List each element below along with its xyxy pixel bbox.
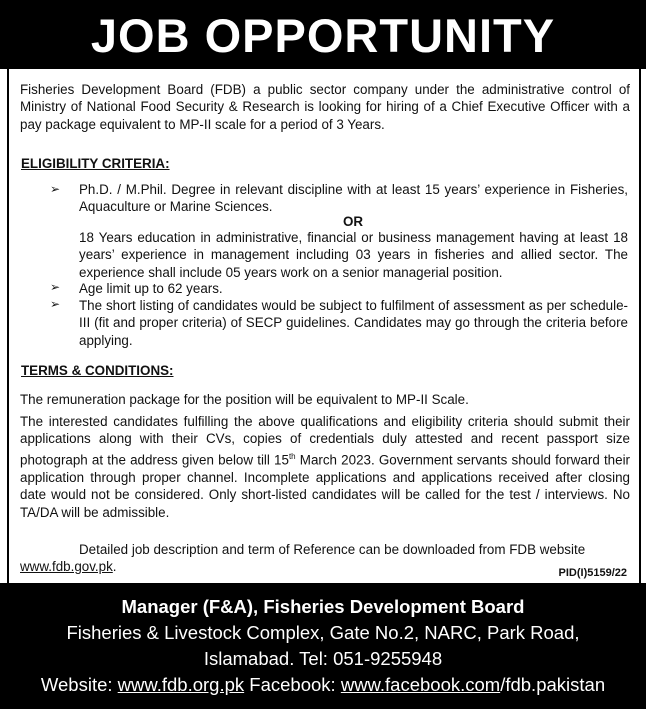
intro-paragraph: Fisheries Development Board (FDB) a public sector company under the administrative control of Ministry of National Food Security & Research is looking for hiring of a Chief Executive Officer with a pay package equivalent to MP-II scale for a period of 3 Years. bbox=[20, 82, 630, 132]
facebook-label: Facebook: bbox=[244, 674, 341, 695]
date-ordinal-suffix: th bbox=[288, 451, 296, 461]
facebook-link[interactable]: www.facebook.com bbox=[340, 674, 501, 695]
link-period: . bbox=[112, 559, 117, 574]
terms-remuneration: The remuneration package for the position will be equivalent to MP-II Scale. bbox=[20, 392, 469, 407]
or-separator: OR bbox=[343, 214, 364, 229]
contact-manager: Manager (F&A), Fisheries Development Board bbox=[121, 596, 525, 617]
arrow-bullet-icon: ➢ bbox=[50, 182, 61, 196]
title-banner bbox=[0, 0, 646, 69]
eligibility-heading: ELIGIBILITY CRITERIA: bbox=[21, 156, 170, 171]
page-title: JOB OPPORTUNITY bbox=[90, 9, 556, 62]
criteria-item-shortlisting: The short listing of candidates would be subject to fulfilment of assessment as per schedule- III (fit and proper criteria) of SECP guidelines. Candidates may go through the criteria before applying. bbox=[79, 298, 628, 348]
website-label: Website: bbox=[40, 674, 118, 695]
pid-number: PID(I)5159/22 bbox=[558, 567, 627, 579]
criteria-item-degree: Ph.D. / M.Phil. Degree in relevant discipline with at least 15 years’ experience in Fisheries, Aquaculture or Marine Sciences. bbox=[79, 182, 628, 215]
terms-application-text-cont: March 2023. Government servants should forward their application through proper channel. Incomplete applications and applications received after closing date would not be considered. Only short-listed candidates will be called for the test / interviews. No TA/DA will be admissible. bbox=[20, 452, 631, 520]
terms-heading: TERMS & CONDITIONS: bbox=[21, 363, 174, 378]
contact-city-phone: Islamabad. Tel: 051-9255948 bbox=[203, 648, 443, 669]
contact-footer bbox=[0, 583, 646, 709]
contact-address: Fisheries & Livestock Complex, Gate No.2, NARC, Park Road, bbox=[66, 622, 580, 643]
contact-web-line bbox=[0, 674, 646, 696]
terms-application-text: The interested candidates fulfilling the above qualifications and eligibility criteria should submit their applications along with their CVs, copies of credentials duly attested and recent passport size photograph at the address given below till 15 bbox=[20, 414, 630, 468]
arrow-bullet-icon: ➢ bbox=[50, 280, 61, 294]
arrow-bullet-icon: ➢ bbox=[50, 297, 61, 311]
website-link[interactable]: www.fdb.org.pk bbox=[117, 674, 245, 695]
facebook-path: /fdb.pakistan bbox=[500, 674, 606, 695]
terms-download-note: Detailed job description and term of Reference can be downloaded from FDB website bbox=[79, 542, 586, 557]
fdb-gov-link[interactable]: www.fdb.gov.pk bbox=[20, 559, 113, 574]
terms-application-paragraph bbox=[20, 413, 630, 521]
criteria-item-age: Age limit up to 62 years. bbox=[79, 281, 223, 296]
criteria-item-education: 18 Years education in administrative, financial or business management having at least 18 years’ experience in management including 03 years in fisheries and allied sector. The experience shall include 05 years work on a senior managerial position. bbox=[79, 230, 628, 280]
terms-download-link-line bbox=[20, 558, 117, 575]
